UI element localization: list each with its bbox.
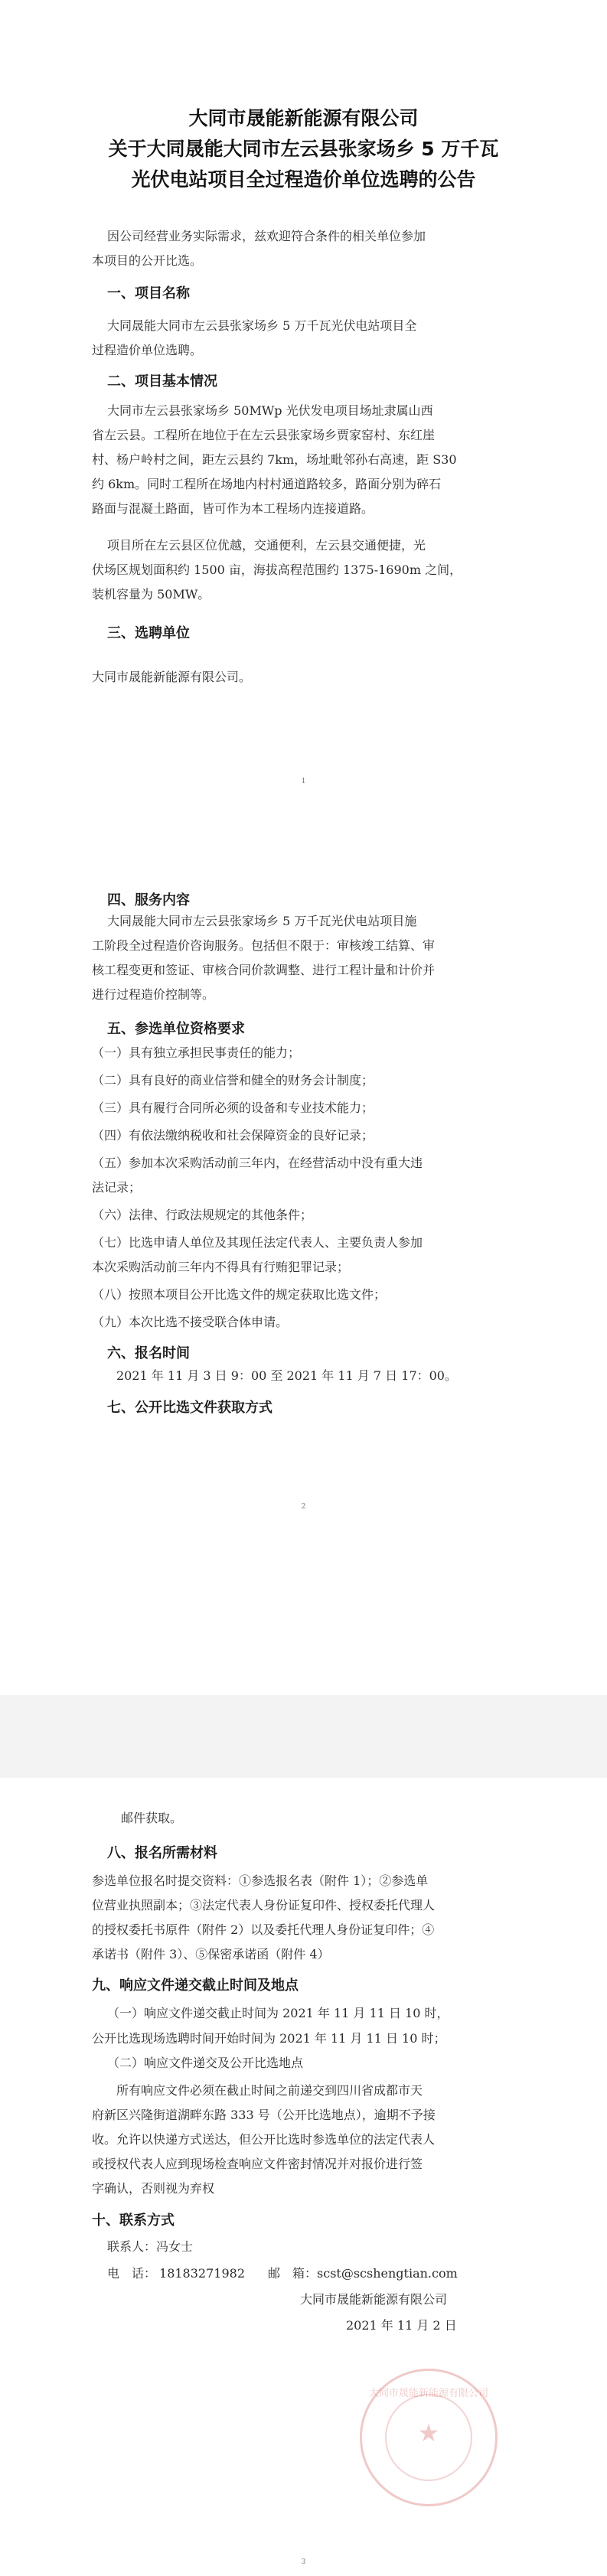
signature-date: 2021 年 11 月 2 日: [346, 2318, 457, 2333]
document-title: [46, 103, 561, 195]
paragraph-line: 村、杨户岭村之间，距左云县约 7km，场址毗邻孙右高速，距 S30: [92, 452, 457, 467]
signature-company: 大同市晟能新能源有限公司: [300, 2292, 448, 2307]
list-item: （四）有依法缴纳税收和社会保障资金的良好记录；: [92, 1128, 374, 1143]
section-heading: 一、项目名称: [107, 285, 190, 302]
list-item: （九）本次比选不接受联合体申请。: [92, 1315, 289, 1329]
page-number: 2: [301, 1503, 306, 1511]
email-label: 邮 箱：: [268, 2266, 318, 2281]
section-heading: 八、报名所需材料: [107, 1845, 217, 1861]
section-heading: 十、联系方式: [92, 2212, 175, 2229]
title-line-3: 光伏电站项目全过程造价单位选聘的公告: [131, 168, 476, 191]
paragraph-line: 参选单位报名时提交资料：①参选报名表（附件 1）；②参选单: [92, 1873, 429, 1888]
contact-value: 冯女士: [156, 2239, 194, 2254]
phone-value: 18183271982: [159, 2266, 245, 2281]
paragraph-line: 2021 年 11 月 3 日 9：00 至 2021 年 11 月 7 日 17：00。: [116, 1368, 457, 1383]
list-item: 本次采购活动前三年内不得具有行贿犯罪记录；: [92, 1260, 350, 1274]
paragraph-line: 过程造价单位选聘。: [92, 343, 203, 357]
paragraph-line: 核工程变更和签证、审核合同价款调整、进行工程计量和计价并: [92, 963, 436, 977]
paragraph-line: 府新区兴隆街道湖畔东路 333 号（公开比选地点），逾期不予接: [92, 2108, 436, 2122]
contact-person: [107, 2241, 193, 2253]
page-gap: [0, 1695, 607, 1778]
paragraph-line: 工阶段全过程造价咨询服务。包括但不限于：审核竣工结算、审: [92, 938, 436, 953]
paragraph-line: 装机容量为 50MW。: [92, 587, 210, 602]
paragraph-line: （一）响应文件递交截止时间为 2021 年 11 月 11 日 10 时，: [107, 2006, 449, 2020]
section-heading: 四、服务内容: [107, 892, 190, 908]
list-item: （六）法律、行政法规规定的其他条件；: [92, 1208, 313, 1222]
list-item: （五）参加本次采购活动前三年内，在经营活动中没有重大违: [92, 1156, 423, 1170]
section-heading: 六、报名时间: [107, 1345, 190, 1361]
paragraph-line: 大同晟能大同市左云县张家场乡 5 万千瓦光伏电站项目全: [107, 318, 417, 333]
paragraph-line: 大同市左云县张家场乡 50MWp 光伏发电项目场址隶属山西: [107, 403, 433, 418]
page-2: [0, 794, 607, 1718]
seal-text: 大同市晟能新能源有限公司: [368, 2388, 488, 2399]
company-seal: [360, 2369, 498, 2506]
email-value: scst@scshengtian.com: [317, 2266, 458, 2281]
paragraph-line: 承诺书（附件 3）、⑤保密承诺函（附件 4）: [92, 1947, 330, 1961]
title-line-2: 关于大同晟能大同市左云县张家场乡 5 万千瓦: [108, 138, 499, 160]
paragraph-line: 大同晟能大同市左云县张家场乡 5 万千瓦光伏电站项目施: [107, 914, 417, 928]
paragraph-line: 或授权代表人应到现场检查响应文件密封情况并对报价进行签: [92, 2157, 423, 2171]
paragraph-line: 省左云县。工程所在地位于在左云县张家场乡贾家窑村、东红崖: [92, 428, 436, 442]
paragraph-line: 所有响应文件必须在截止时间之前递交到四川省成都市天: [116, 2083, 423, 2098]
list-item: 法记录；: [92, 1180, 142, 1195]
paragraph-line: 伏场区规划面积约 1500 亩，海拔高程范围约 1375-1690m 之间，: [92, 562, 462, 577]
paragraph-line: 公开比选现场选聘时间开始时间为 2021 年 11 月 11 日 10 时；: [92, 2031, 446, 2046]
intro-line: 因公司经营业务实际需求，兹欢迎符合条件的相关单位参加: [107, 229, 426, 243]
list-item: （三）具有履行合同所必须的设备和专业技术能力；: [92, 1101, 374, 1115]
page-3: [0, 1778, 607, 2576]
paragraph-line: 的授权委托书原件（附件 2）以及委托代理人身份证复印件；④: [92, 1922, 435, 1937]
contact-phone-email: [107, 2268, 458, 2280]
list-item: （一）具有独立承担民事责任的能力；: [92, 1045, 301, 1060]
contact-label: 联系人：: [107, 2239, 157, 2254]
phone-label: 电 话：: [107, 2266, 157, 2281]
paragraph-line: 路面与混凝土路面，皆可作为本工程场内连接道路。: [92, 501, 374, 516]
section-heading: 七、公开比选文件获取方式: [107, 1400, 272, 1416]
paragraph-line: （二）响应文件递交及公开比选地点: [107, 2056, 304, 2070]
paragraph-line: 收。允许以快递方式送达，但公开比选时参选单位的法定代表人: [92, 2132, 436, 2147]
paragraph-line: 位营业执照副本；③法定代表人身份证复印件、授权委托代理人: [92, 1898, 436, 1912]
section-heading: 九、响应文件递交截止时间及地点: [92, 1978, 299, 1994]
intro-line: 本项目的公开比选。: [92, 253, 203, 268]
seal-star-icon: ★: [417, 2418, 440, 2447]
paragraph-line: 进行过程造价控制等。: [92, 987, 215, 1002]
section-heading: 五、参选单位资格要求: [107, 1021, 245, 1037]
paragraph-line: 大同市晟能新能源有限公司。: [92, 670, 252, 684]
paragraph-line: 约 6km。同时工程所在场地内村村通道路较多，路面分别为碎石: [92, 477, 442, 491]
section-heading: 三、选聘单位: [107, 625, 190, 641]
page-1: [0, 0, 607, 794]
paragraph-line: 邮件获取。: [121, 1811, 183, 1825]
paragraph-line: 项目所在左云县区位优越，交通便利，左云县交通便捷，光: [107, 538, 426, 553]
title-line-1: 大同市晟能新能源有限公司: [188, 107, 419, 129]
page-number: 1: [301, 778, 306, 785]
list-item: （八）按照本项目公开比选文件的规定获取比选文件；: [92, 1287, 387, 1302]
list-item: （七）比选申请人单位及其现任法定代表人、主要负责人参加: [92, 1235, 423, 1250]
section-heading: 二、项目基本情况: [107, 373, 217, 390]
page-number: 3: [301, 2558, 306, 2566]
paragraph-line: 字确认，否则视为弃权: [92, 2181, 215, 2196]
list-item: （二）具有良好的商业信誉和健全的财务会计制度；: [92, 1073, 374, 1087]
